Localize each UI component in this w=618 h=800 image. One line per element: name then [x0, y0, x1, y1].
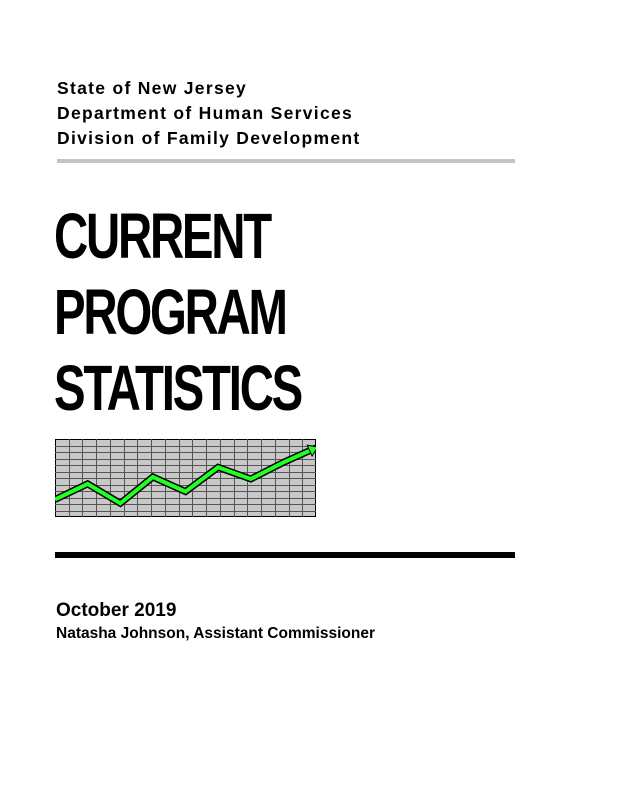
- title-line-statistics: STATISTICS: [54, 352, 302, 424]
- top-divider: [57, 159, 515, 163]
- title-line-current: CURRENT: [54, 200, 270, 272]
- bottom-divider: [55, 552, 515, 558]
- trend-chart: [55, 439, 316, 517]
- agency-division: Division of Family Development: [57, 128, 361, 148]
- assistant-commissioner: Natasha Johnson, Assistant Commissioner: [56, 625, 375, 642]
- agency-department: Department of Human Services: [57, 103, 354, 123]
- agency-header: [57, 76, 361, 151]
- agency-state: State of New Jersey: [57, 78, 248, 98]
- title-line-program: PROGRAM: [54, 276, 286, 348]
- report-date: October 2019: [56, 600, 177, 621]
- trend-chart-svg: [55, 439, 316, 517]
- report-title: [54, 198, 301, 426]
